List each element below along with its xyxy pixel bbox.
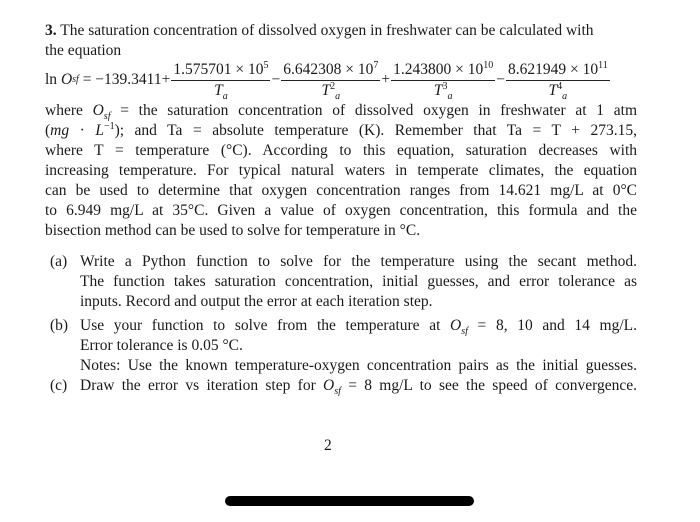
eq-num: 1.575701 × 10 <box>173 60 264 78</box>
text: · <box>69 122 96 139</box>
eq-den-sub: a <box>562 90 568 102</box>
para-line-7: bisection method can be used to solve for temperature in °C. <box>45 222 421 239</box>
para-line-5: can be used to determine that oxygen concentration ranges from 14.621 mg/L at 0°C <box>45 182 637 199</box>
text: = the saturation concentration of dissolved oxygen in freshwater at 1 atm <box>110 102 637 119</box>
para-line-4: increasing temperature. For typical natural waters in temperate climates, the equation <box>45 162 637 179</box>
problem-number: 3. <box>45 22 57 39</box>
eq-den: T <box>548 81 558 99</box>
oxygen-equation <box>45 58 611 102</box>
eq-den-pow: 3 <box>442 80 448 92</box>
eq-num: 6.642308 × 10 <box>283 60 374 78</box>
eq-term-2 <box>281 60 380 101</box>
part-b-label: (b) <box>50 317 69 334</box>
text: = 8, 10 and 14 mg/L. <box>467 317 637 334</box>
eq-term-4 <box>506 60 610 101</box>
math-sup: −1 <box>103 121 115 132</box>
eq-constant: = −139.3411+ <box>82 71 171 88</box>
text: where <box>45 102 93 119</box>
part-c-line-1 <box>80 376 637 396</box>
part-a-line-2: The function takes saturation concentration, initial guesses, and error tolerance as <box>80 273 637 290</box>
eq-lhs-var: O <box>60 71 73 88</box>
page-number: 2 <box>324 437 332 454</box>
eq-den-sub: a <box>447 90 453 102</box>
eq-den: T <box>433 81 443 99</box>
intro-text: The saturation concentration of dissolved oxygen in freshwater can be calculated with <box>60 22 594 39</box>
eq-term-3 <box>391 60 495 101</box>
eq-ln: ln <box>45 71 58 88</box>
part-b-notes: Notes: Use the known temperature-oxygen concentration pairs as the initial guesses. <box>80 357 637 374</box>
eq-term-1 <box>171 60 270 101</box>
eq-den: T <box>321 81 331 99</box>
part-a-line-1: Write a Python function to solve for the temperature using the secant method. <box>80 253 637 270</box>
eq-op: − <box>271 71 281 88</box>
eq-num: 1.243800 × 10 <box>393 60 484 78</box>
intro-line-1 <box>45 21 637 41</box>
para-line-3: where T = temperature (°C). According to this equation, saturation decreases with <box>45 142 637 159</box>
eq-den-sub: a <box>222 90 228 102</box>
eq-den-sub: a <box>335 90 341 102</box>
eq-exp: 5 <box>263 59 269 71</box>
math-sub: sf <box>334 386 341 396</box>
para-line-6: to 6.949 mg/L at 35°C. Given a value of oxygen concentration, this formula and the <box>45 202 637 219</box>
eq-op: + <box>381 71 391 88</box>
para-line-2 <box>45 121 637 141</box>
scroll-indicator-bar[interactable] <box>225 496 474 506</box>
part-a-label: (a) <box>50 253 68 270</box>
math-sub: sf <box>461 326 468 336</box>
text: ( <box>45 122 51 139</box>
eq-den-pow: 2 <box>330 80 336 92</box>
text: = 8 mg/L to see the speed of convergence. <box>340 377 637 394</box>
eq-exp: 11 <box>598 59 608 71</box>
text: Draw the error vs iteration step for <box>80 377 324 394</box>
eq-lhs-sub: sf <box>72 74 79 85</box>
intro-line-2: the equation <box>45 42 122 59</box>
math-sub: sf <box>103 111 111 121</box>
para-line-1 <box>45 101 637 121</box>
eq-num: 8.621949 × 10 <box>507 60 599 78</box>
eq-den: T <box>214 81 223 99</box>
math-var: mg <box>50 122 70 139</box>
part-b-line-1 <box>80 316 637 336</box>
eq-op: − <box>496 71 505 88</box>
text: ); and Ta = absolute temperature (K). Remember that Ta = T + 273.15, <box>114 122 637 139</box>
math-var: O <box>450 317 462 334</box>
eq-exp: 10 <box>483 59 494 71</box>
math-var: O <box>92 102 104 119</box>
part-c-label: (c) <box>50 377 68 394</box>
part-b-line-2: Error tolerance is 0.05 °C. <box>80 337 243 354</box>
math-var: O <box>323 377 335 394</box>
eq-exp: 7 <box>373 59 379 71</box>
part-a-line-3: inputs. Record and output the error at each iteration step. <box>80 293 433 310</box>
math-var: L <box>95 122 104 139</box>
text: Use your function to solve from the temperature at <box>80 317 451 334</box>
eq-den-pow: 4 <box>557 80 563 92</box>
